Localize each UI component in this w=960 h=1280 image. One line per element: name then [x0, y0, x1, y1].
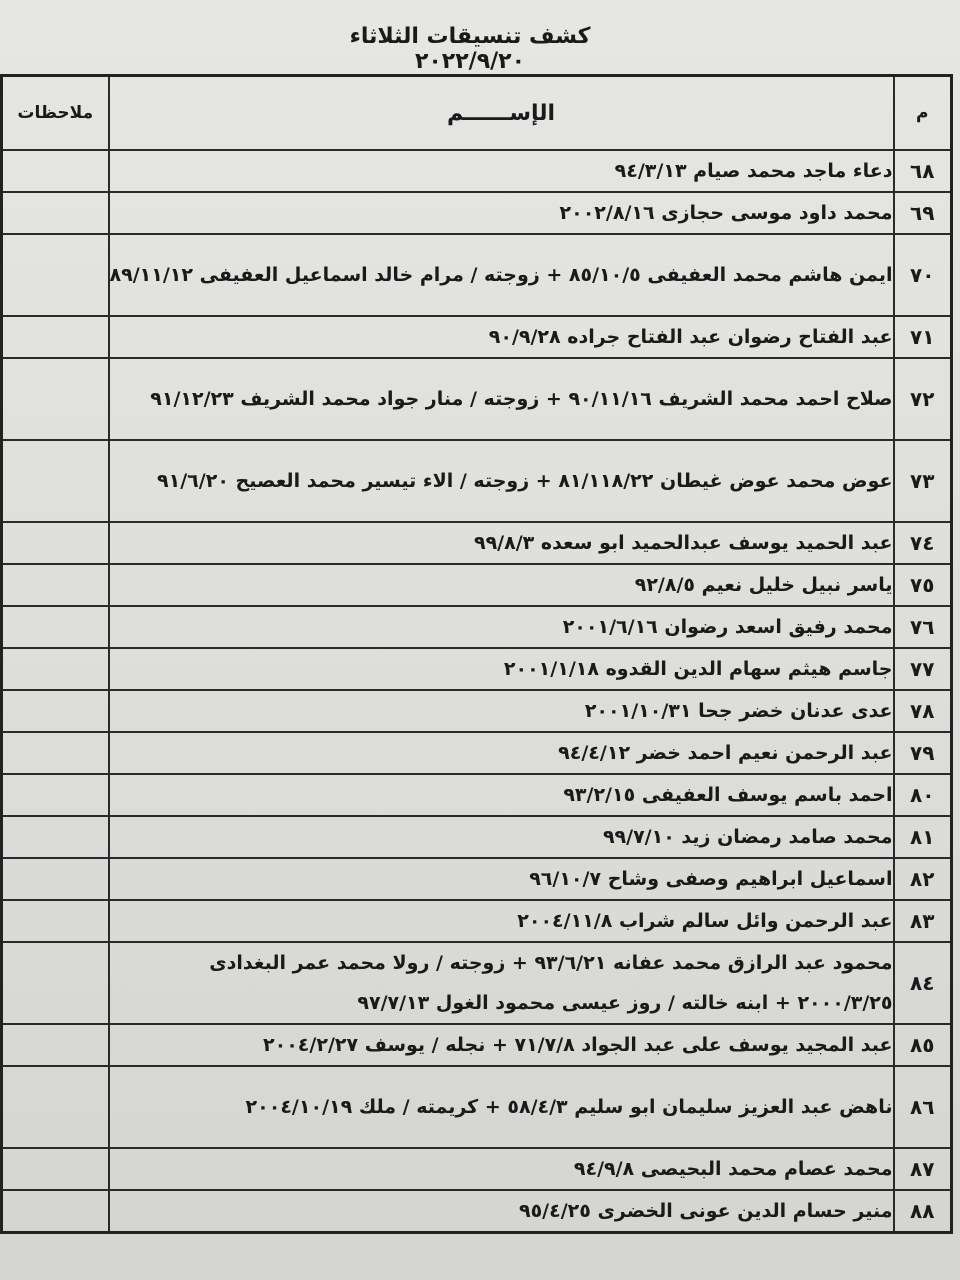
row-notes	[2, 358, 109, 440]
row-name: عوض محمد عوض غيطان ٨١/١١٨/٢٢ + زوجته / الاء تيسير محمد العصيح ٩١/٦/٢٠	[109, 440, 894, 522]
row-number: ٧٥	[894, 564, 952, 606]
table-row	[2, 440, 952, 522]
row-number: ٨٠	[894, 774, 952, 816]
row-notes	[2, 774, 109, 816]
table-row	[2, 150, 952, 192]
row-name: عبد المجيد يوسف على عبد الجواد ٧١/٧/٨ + نجله / يوسف ٢٠٠٤/٢/٢٧	[109, 1024, 894, 1066]
row-number: ٧٠	[894, 234, 952, 316]
row-number: ٦٨	[894, 150, 952, 192]
table-row	[2, 732, 952, 774]
row-notes	[2, 234, 109, 316]
header-notes: ملاحظات	[2, 76, 109, 151]
row-name: محمد صامد رمضان زيد ٩٩/٧/١٠	[109, 816, 894, 858]
row-notes	[2, 648, 109, 690]
names-table	[0, 74, 953, 1234]
row-notes	[2, 816, 109, 858]
row-name: محمود عبد الرازق محمد عفانه ٩٣/٦/٢١ + زوجته / رولا محمد عمر البغدادى ٢٠٠٠/٣/٢٥ + ابنه خالته / روز عيسى محمود الغول ٩٧/٧/١٣	[109, 942, 894, 1024]
table-row	[2, 316, 952, 358]
table-body	[2, 150, 952, 1233]
row-notes	[2, 690, 109, 732]
row-name: ياسر نبيل خليل نعيم ٩٢/٨/٥	[109, 564, 894, 606]
header-number: م	[894, 76, 952, 151]
row-notes	[2, 150, 109, 192]
row-number: ٨٤	[894, 942, 952, 1024]
row-name: ايمن هاشم محمد العفيفى ٨٥/١٠/٥ + زوجته / مرام خالد اسماعيل العفيفى ٨٩/١١/١٢	[109, 234, 894, 316]
row-name: صلاح احمد محمد الشريف ٩٠/١١/١٦ + زوجته / منار جواد محمد الشريف ٩١/١٢/٢٣	[109, 358, 894, 440]
table-row	[2, 648, 952, 690]
header-name: الإســــــم	[109, 76, 894, 151]
table-row	[2, 234, 952, 316]
row-name: منير حسام الدين عونى الخضرى ٩٥/٤/٢٥	[109, 1190, 894, 1233]
row-number: ٨٣	[894, 900, 952, 942]
row-number: ٧٤	[894, 522, 952, 564]
row-notes	[2, 942, 109, 1024]
row-name: احمد باسم يوسف العفيفى ٩٣/٢/١٥	[109, 774, 894, 816]
row-notes	[2, 1190, 109, 1233]
table-row	[2, 858, 952, 900]
row-number: ٨٦	[894, 1066, 952, 1148]
row-number: ٦٩	[894, 192, 952, 234]
row-notes	[2, 316, 109, 358]
row-number: ٧١	[894, 316, 952, 358]
row-number: ٨٧	[894, 1148, 952, 1190]
row-name: ناهض عبد العزيز سليمان ابو سليم ٥٨/٤/٣ + كريمته / ملك ٢٠٠٤/١٠/١٩	[109, 1066, 894, 1148]
table-row	[2, 564, 952, 606]
row-name: محمد رفيق اسعد رضوان ٢٠٠١/٦/١٦	[109, 606, 894, 648]
row-number: ٧٩	[894, 732, 952, 774]
row-notes	[2, 1024, 109, 1066]
row-number: ٧٣	[894, 440, 952, 522]
row-notes	[2, 606, 109, 648]
row-notes	[2, 564, 109, 606]
row-name: اسماعيل ابراهيم وصفى وشاح ٩٦/١٠/٧	[109, 858, 894, 900]
row-notes	[2, 900, 109, 942]
table-row	[2, 1024, 952, 1066]
row-number: ٧٨	[894, 690, 952, 732]
row-number: ٨٥	[894, 1024, 952, 1066]
row-name: عبد الرحمن وائل سالم شراب ٢٠٠٤/١١/٨	[109, 900, 894, 942]
row-name: محمد داود موسى حجازى ٢٠٠٢/٨/١٦	[109, 192, 894, 234]
row-number: ٧٦	[894, 606, 952, 648]
table-row	[2, 358, 952, 440]
row-number: ٧٧	[894, 648, 952, 690]
table-row	[2, 522, 952, 564]
table-row	[2, 606, 952, 648]
table-row	[2, 1148, 952, 1190]
row-name: دعاء ماجد محمد صيام ٩٤/٣/١٣	[109, 150, 894, 192]
table-row	[2, 942, 952, 1024]
table-row	[2, 774, 952, 816]
row-number: ٧٢	[894, 358, 952, 440]
document-title: كشف تنسيقات الثلاثاء ٢٠٢٢/٩/٢٠	[349, 24, 591, 74]
table-row	[2, 690, 952, 732]
row-number: ٨١	[894, 816, 952, 858]
table-row	[2, 192, 952, 234]
table-row	[2, 900, 952, 942]
row-name: عدى عدنان خضر جحا ٢٠٠١/١٠/٣١	[109, 690, 894, 732]
row-notes	[2, 440, 109, 522]
table-header-row	[2, 76, 952, 151]
row-notes	[2, 192, 109, 234]
row-number: ٨٨	[894, 1190, 952, 1233]
table-row	[2, 1066, 952, 1148]
row-name: عبد الفتاح رضوان عبد الفتاح جراده ٩٠/٩/٢٨	[109, 316, 894, 358]
row-name: عبد الحميد يوسف عبدالحميد ابو سعده ٩٩/٨/٣	[109, 522, 894, 564]
row-notes	[2, 522, 109, 564]
table-row	[2, 816, 952, 858]
row-notes	[2, 732, 109, 774]
row-name: عبد الرحمن نعيم احمد خضر ٩٤/٤/١٢	[109, 732, 894, 774]
row-notes	[2, 858, 109, 900]
row-name: جاسم هيثم سهام الدين القدوه ٢٠٠١/١/١٨	[109, 648, 894, 690]
row-notes	[2, 1066, 109, 1148]
row-notes	[2, 1148, 109, 1190]
table-row	[2, 1190, 952, 1233]
row-number: ٨٢	[894, 858, 952, 900]
row-name: محمد عصام محمد البحيصى ٩٤/٩/٨	[109, 1148, 894, 1190]
